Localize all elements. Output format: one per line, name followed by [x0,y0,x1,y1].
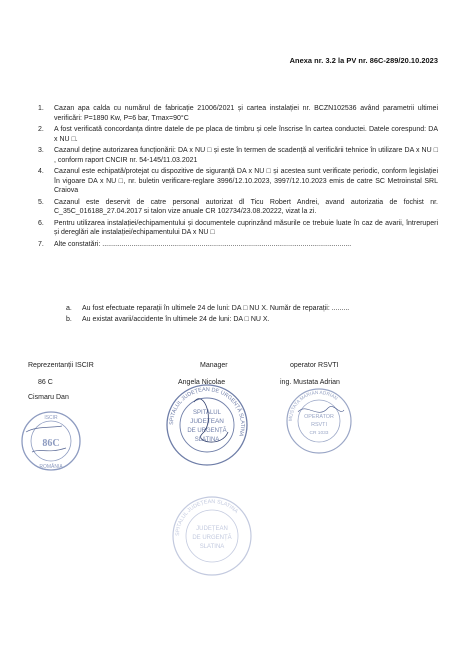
iscir-stamp [18,408,84,474]
item-number: 4. [38,167,44,175]
item-text: Pentru utilizarea instalației/echipamentului și documentele cuprinzând măsurile ce trebuie luate în caz de avarii, întreruperi și dereglări ale instalației/echipamentului DA x NU □ [54,219,438,237]
item-number: 5. [38,198,44,206]
stamp-line4: SLATINA [194,437,220,443]
hospital-stamp [164,382,250,468]
subitem-text: Au fost efectuate reparații în ultimele 24 de luni: DA □ NU X. Număr de reparații: ......... [82,305,350,312]
stamp-ring-text: MUSTATA MARIAN ADRIAN [288,390,339,422]
stamp-bottom-text: ROMÂNIA [39,464,63,470]
stamp-line3: CR 1033 [309,431,329,436]
stamp-code-text: 86C [42,438,60,449]
item-text: A fost verificată concordanța dintre datele de pe placa de timbru și cele înscrise în cartea conductei. Datele corespund: DA x NU □. [54,125,438,143]
list-item [38,219,438,238]
stamp-line2: RSVTI [311,422,327,428]
rsvti-stamp [284,386,354,456]
annex-reference: Anexa nr. 3.2 la PV nr. 86C-289/20.10.2023 [289,56,438,65]
stamp-ring-text: SPITALUL JUDEȚEAN DE URGENȚĂ SLATINA [168,386,246,438]
item-number: 2. [38,125,44,133]
iscir-representative-name: Cismaru Dan [28,394,69,401]
iscir-representatives-title: Reprezentanții ISCIR [28,362,94,369]
stamp-top-text: ISCIR [44,415,58,421]
stamp-line2: JUDEȚEAN [190,418,224,425]
item-text: Cazanul este deservit de catre personal autorizat dl Ticu Robert Andrei, avand autorizatia de fochist nr. C_35C_016188_27.04.2017 si talon vize anuale CR 102734/23.08.20222, vizat la zi. [54,198,438,216]
item-number: 6. [38,219,44,227]
item-number: 1. [38,105,44,112]
subitem-text: Au existat avarii/accidente în ultimele 24 de luni: DA □ NU X. [82,316,270,323]
subitem-letter: b. [66,316,72,323]
stamp-line1: JUDEȚEAN [196,526,228,532]
item-text: Cazanul este echipată/protejat cu dispozitive de siguranță DA x NU □ și acestea sunt verificate periodic, conform legislației în vigoare DA x NU □, nr. buletin verificare-reglare 3996/12.10.2023, 3997/12.10.2023 emis de catre SC Metroinstal SRL Craiova [54,167,438,195]
item-text: Cazan apa calda cu numărul de fabricație 21006/2021 și cartea instalației nr. BCZN102536 având parametrii ultimei verificări: P=1890 Kw, P=6 bar, Tmax=90°C [54,105,438,122]
item-number: 3. [38,146,44,154]
item-text: Alte constatări: ................................................................................................................................ [54,240,352,248]
findings-list [38,104,438,251]
list-item [38,104,438,123]
list-item [38,198,438,217]
iscir-code-label: 86 C [38,379,53,386]
rsvti-operator-title: operator RSVTI [290,362,339,369]
list-item [38,125,438,144]
list-item [38,167,438,196]
item-text: Cazanul deține autorizarea funcționării: DA x NU □ și este în termen de scadență al verificării tehnice în utilizare DA x NU □ , conform raport CNCIR nr. 54-145/11.03.2021 [54,146,438,164]
stamp-line3: DE URGENȚĂ [187,428,227,434]
stamp-line1: SPITALUL [193,410,221,416]
hospital-stamp-secondary [170,494,254,578]
subitem-letter: a. [66,305,72,312]
item-number: 7. [38,240,44,248]
stamp-line1: OPERATOR [304,414,334,420]
stamp-line3: SLATINA [199,544,225,550]
stamp-ring-text: SPITALUL JUDEȚEAN SLATINA [174,498,239,537]
rsvti-operator-name: ing. Mustata Adrian [280,379,340,386]
manager-name: Angela Nicolae [178,379,226,386]
list-item [38,146,438,165]
list-item [38,240,438,250]
stamp-line2: DE URGENȚĂ [192,535,232,541]
manager-title: Manager [200,362,228,369]
